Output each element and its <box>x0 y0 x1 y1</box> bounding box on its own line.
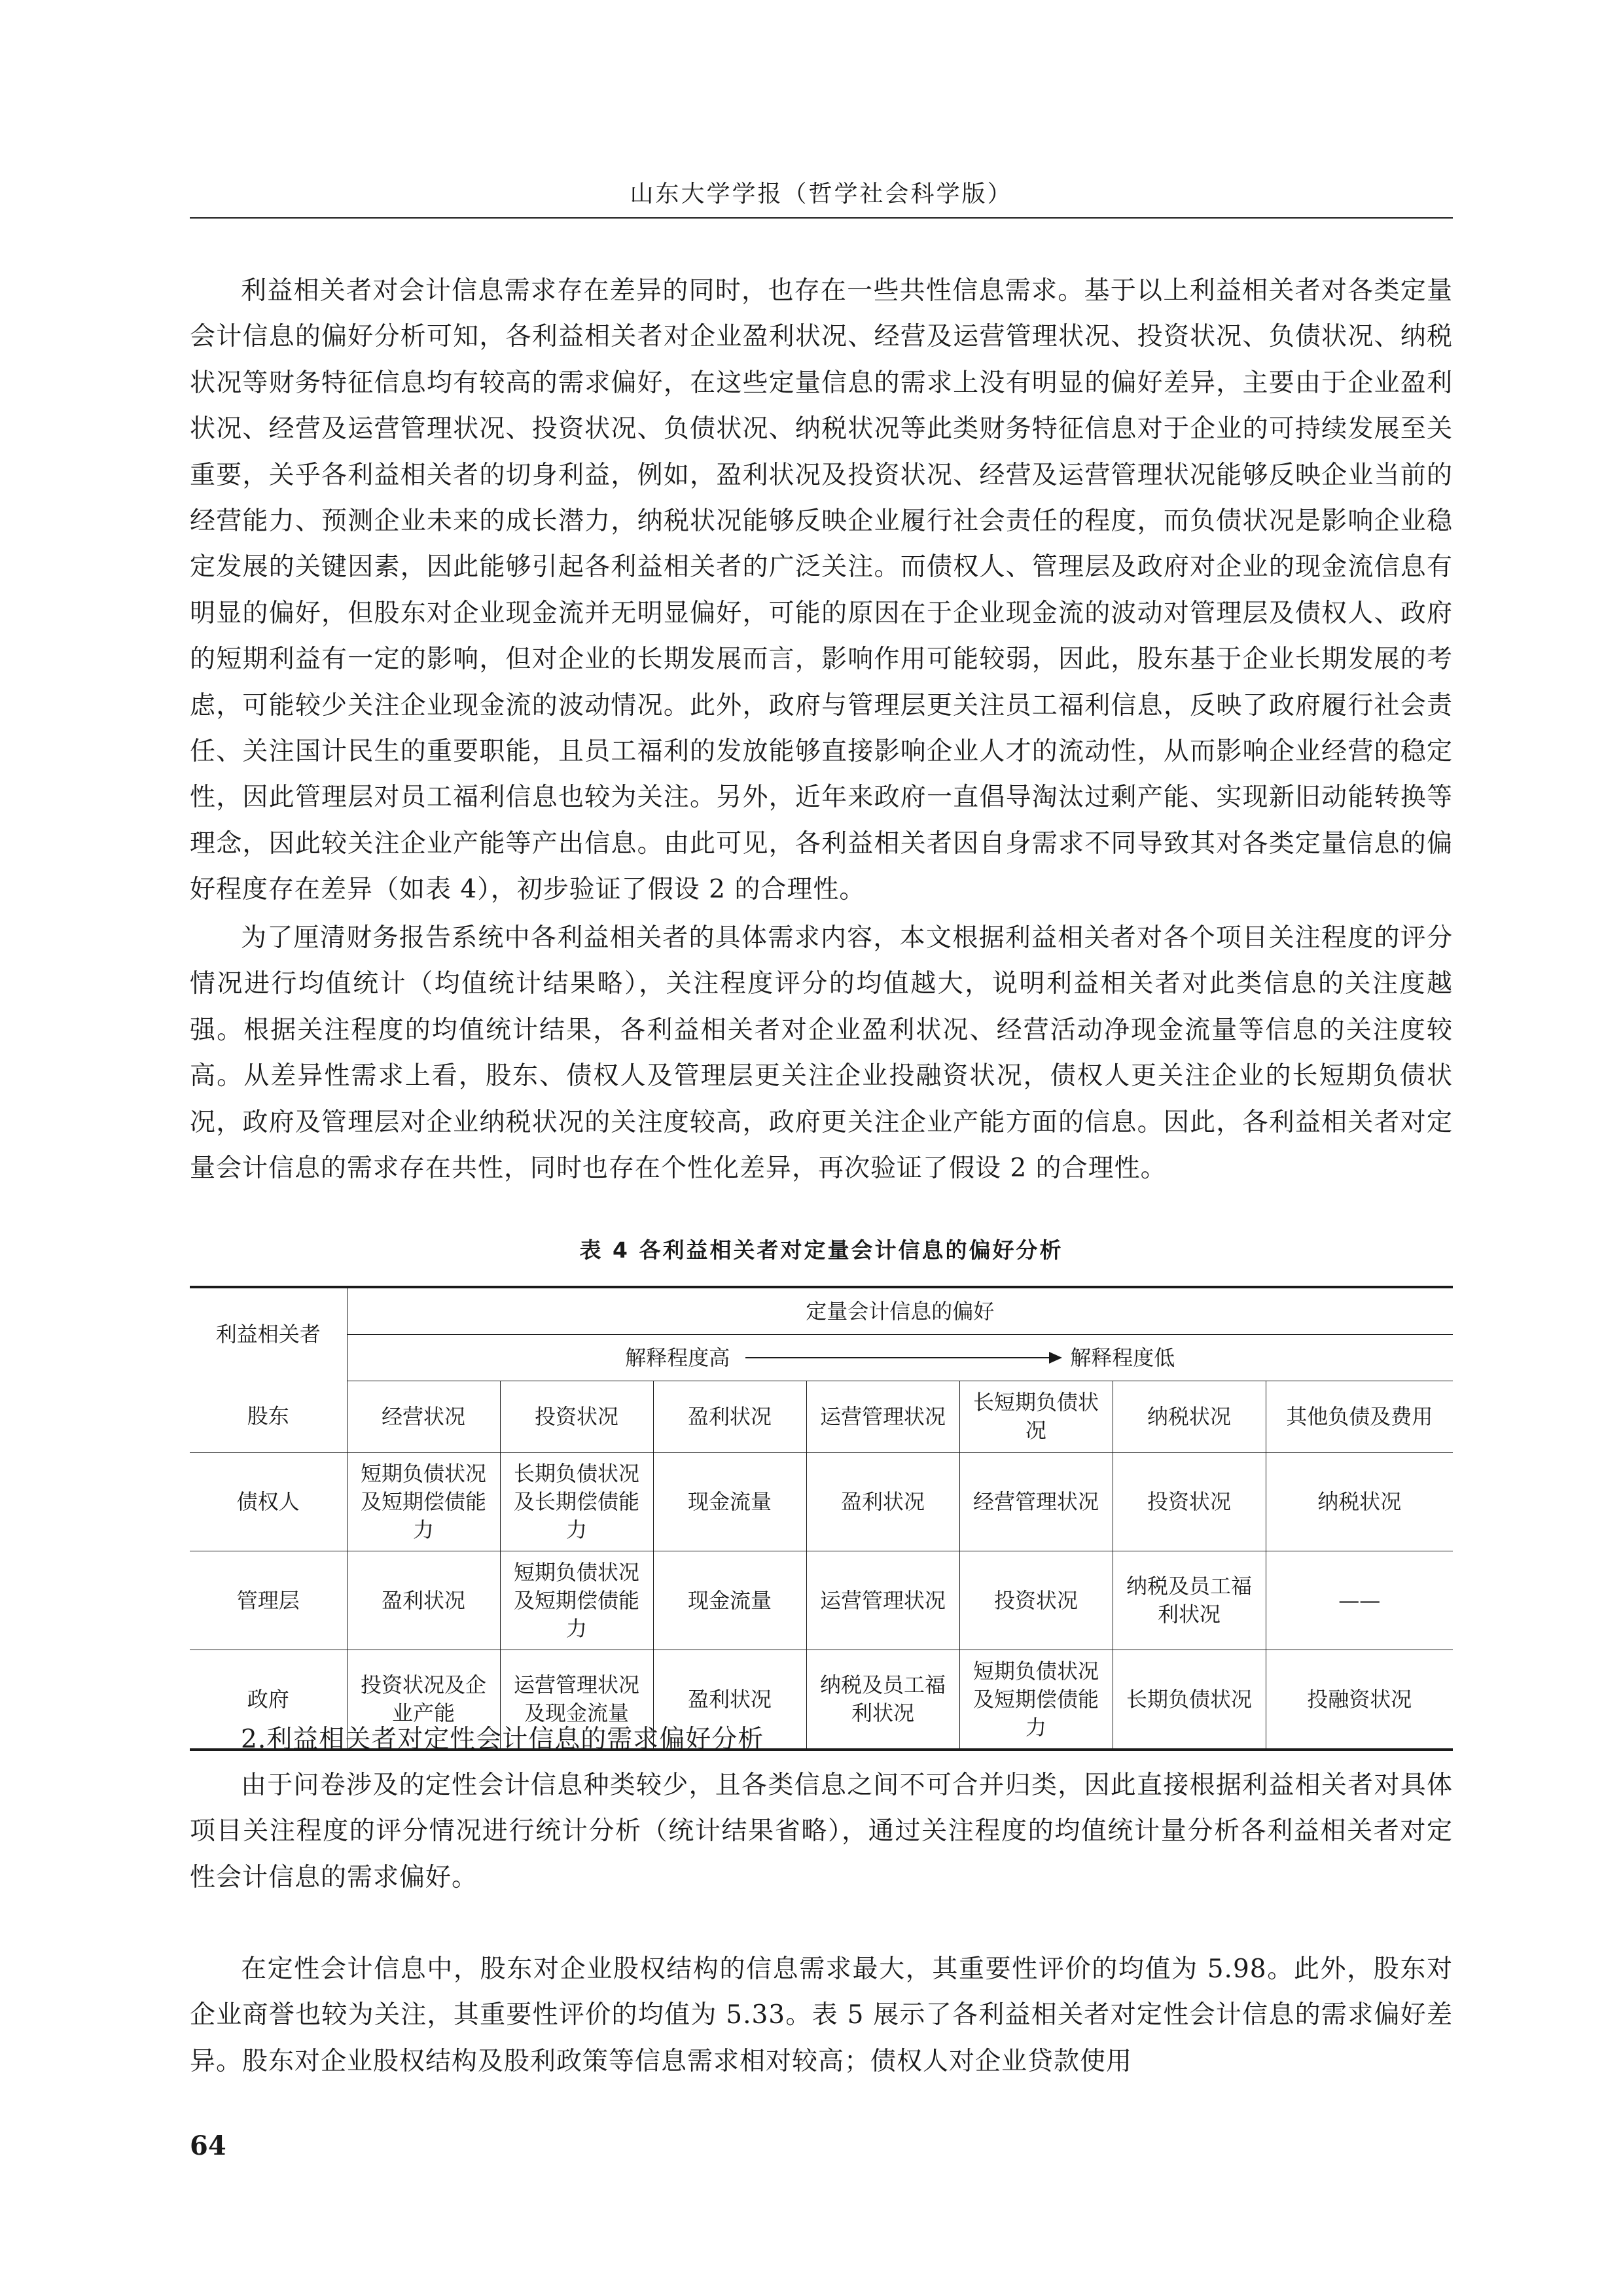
table-cell: 其他负债及费用 <box>1266 1381 1453 1453</box>
table-cell: 纳税状况 <box>1113 1381 1266 1453</box>
stakeholder-cell: 股东 <box>190 1381 347 1453</box>
stakeholder-cell: 政府 <box>190 1650 347 1750</box>
body-paragraph-1: 利益相关者对会计信息需求存在差异的同时，也存在一些共性信息需求。基于以上利益相关者对各类定量会计信息的偏好分析可知，各利益相关者对企业盈利状况、经营及运营管理状况、投资状况、负债状况、纳税状况等财务特征信息均有较高的需求偏好，在这些定量信息的需求上没有明显的偏好差异，主要由于企业盈利状况、经营及运营管理状况、投资状况、负债状况、纳税状况等此类财务特征信息对于企业的可持续发展至关重要，关乎各利益相关者的切身利益，例如，盈利状况及投资状况、经营及运营管理状况能够反映企业当前的经营能力、预测企业未来的成长潜力，纳税状况能够反映企业履行社会责任的程度，而负债状况是影响企业稳定发展的关键因素，因此能够引起各利益相关者的广泛关注。而债权人、管理层及政府对企业的现金流信息有明显的偏好，但股东对企业现金流并无明显偏好，可能的原因在于企业现金流的波动对管理层及债权人、政府的短期利益有一定的影响，但对企业的长期发展而言，影响作用可能较弱，因此，股东基于企业长期发展的考虑，可能较少关注企业现金流的波动情况。此外，政府与管理层更关注员工福利信息，反映了政府履行社会责任、关注国计民生的重要职能，且员工福利的发放能够直接影响企业人才的流动性，从而影响企业经营的稳定性，因此管理层对员工福利信息也较为关注。另外，近年来政府一直倡导淘汰过剩产能、实现新旧动能转换等理念，因此较关注企业产能等产出信息。由此可见，各利益相关者因自身需求不同导致其对各类定量信息的偏好程度存在差异（如表 4），初步验证了假设 2 的合理性。 <box>190 276 1453 905</box>
table-cell: 运营管理状况及现金流量 <box>500 1650 653 1750</box>
preference-column-header: 定量会计信息的偏好 <box>347 1287 1453 1335</box>
right-arrow-icon <box>745 1357 1060 1358</box>
direction-low-label: 解释程度低 <box>1070 1345 1175 1370</box>
running-header: 山东大学学报（哲学社会科学版） <box>630 181 1013 207</box>
stakeholder-cell: 管理层 <box>190 1551 347 1650</box>
preference-table <box>190 1286 1453 1751</box>
table-cell: 投融资状况 <box>1266 1650 1453 1750</box>
table-cell: 运营管理状况 <box>806 1381 959 1453</box>
table-cell: 经营状况 <box>347 1381 500 1453</box>
table-cell: 投资状况 <box>1113 1453 1266 1551</box>
page-number: 64 <box>190 2130 226 2161</box>
table-cell: 经营管理状况 <box>959 1453 1113 1551</box>
table-cell: 纳税及员工福利状况 <box>1113 1551 1266 1650</box>
body-paragraph-4: 在定性会计信息中，股东对企业股权结构的信息需求最大，其重要性评价的均值为 5.98。此外，股东对企业商誉也较为关注，其重要性评价的均值为 5.33。表 5 展示了各利益相关者对定性会计信息的需求偏好差异。股东对企业股权结构及股利政策等信息需求相对较高；债权人对企业贷款使用 <box>190 1954 1453 2076</box>
table-cell: 长期负债状况及长期偿债能力 <box>500 1453 653 1551</box>
table-cell: 盈利状况 <box>653 1381 806 1453</box>
table-cell: 纳税及员工福利状况 <box>806 1650 959 1750</box>
stakeholder-column-header: 利益相关者 <box>190 1287 347 1381</box>
table-cell: 运营管理状况 <box>806 1551 959 1650</box>
body-paragraph-2: 为了厘清财务报告系统中各利益相关者的具体需求内容，本文根据利益相关者对各个项目关注程度的评分情况进行均值统计（均值统计结果略），关注程度评分的均值越大，说明利益相关者对此类信息的关注度越强。根据关注程度的均值统计结果，各利益相关者对企业盈利状况、经营活动净现金流量等信息的关注度较高。从差异性需求上看，股东、债权人及管理层更关注企业投融资状况，债权人更关注企业的长短期负债状况，政府及管理层对企业纳税状况的关注度较高，政府更关注企业产能方面的信息。因此，各利益相关者对定量会计信息的需求存在共性，同时也存在个性化差异，再次验证了假设 2 的合理性。 <box>190 923 1453 1184</box>
table-row <box>190 1381 1453 1453</box>
table-cell: —— <box>1266 1551 1453 1650</box>
table-cell: 现金流量 <box>653 1551 806 1650</box>
table-cell: 长期负债状况 <box>1113 1650 1266 1750</box>
table-caption: 表 4 各利益相关者对定量会计信息的偏好分析 <box>579 1237 1063 1263</box>
table-cell: 投资状况及企业产能 <box>347 1650 500 1750</box>
table-row <box>190 1453 1453 1551</box>
table-cell: 纳税状况 <box>1266 1453 1453 1551</box>
table-cell: 现金流量 <box>653 1453 806 1551</box>
table-cell: 投资状况 <box>500 1381 653 1453</box>
table-cell: 短期负债状况及短期偿债能力 <box>959 1650 1113 1750</box>
section-subheading: 2.利益相关者对定性会计信息的需求偏好分析 <box>241 1725 764 1754</box>
table-cell: 短期负债状况及短期偿债能力 <box>347 1453 500 1551</box>
interpretation-direction <box>347 1335 1453 1381</box>
table-cell: 盈利状况 <box>806 1453 959 1551</box>
table-cell: 长短期负债状况 <box>959 1381 1113 1453</box>
body-paragraph-3: 由于问卷涉及的定性会计信息种类较少，且各类信息之间不可合并归类，因此直接根据利益相关者对具体项目关注程度的评分情况进行统计分析（统计结果省略），通过关注程度的均值统计量分析各利益相关者对定性会计信息的需求偏好。 <box>190 1771 1453 1892</box>
table-cell: 投资状况 <box>959 1551 1113 1650</box>
table-cell: 盈利状况 <box>653 1650 806 1750</box>
table-cell: 盈利状况 <box>347 1551 500 1650</box>
direction-high-label: 解释程度高 <box>625 1345 730 1370</box>
stakeholder-cell: 债权人 <box>190 1453 347 1551</box>
table-cell: 短期负债状况及短期偿债能力 <box>500 1551 653 1650</box>
table-row <box>190 1551 1453 1650</box>
header-rule <box>190 217 1453 219</box>
